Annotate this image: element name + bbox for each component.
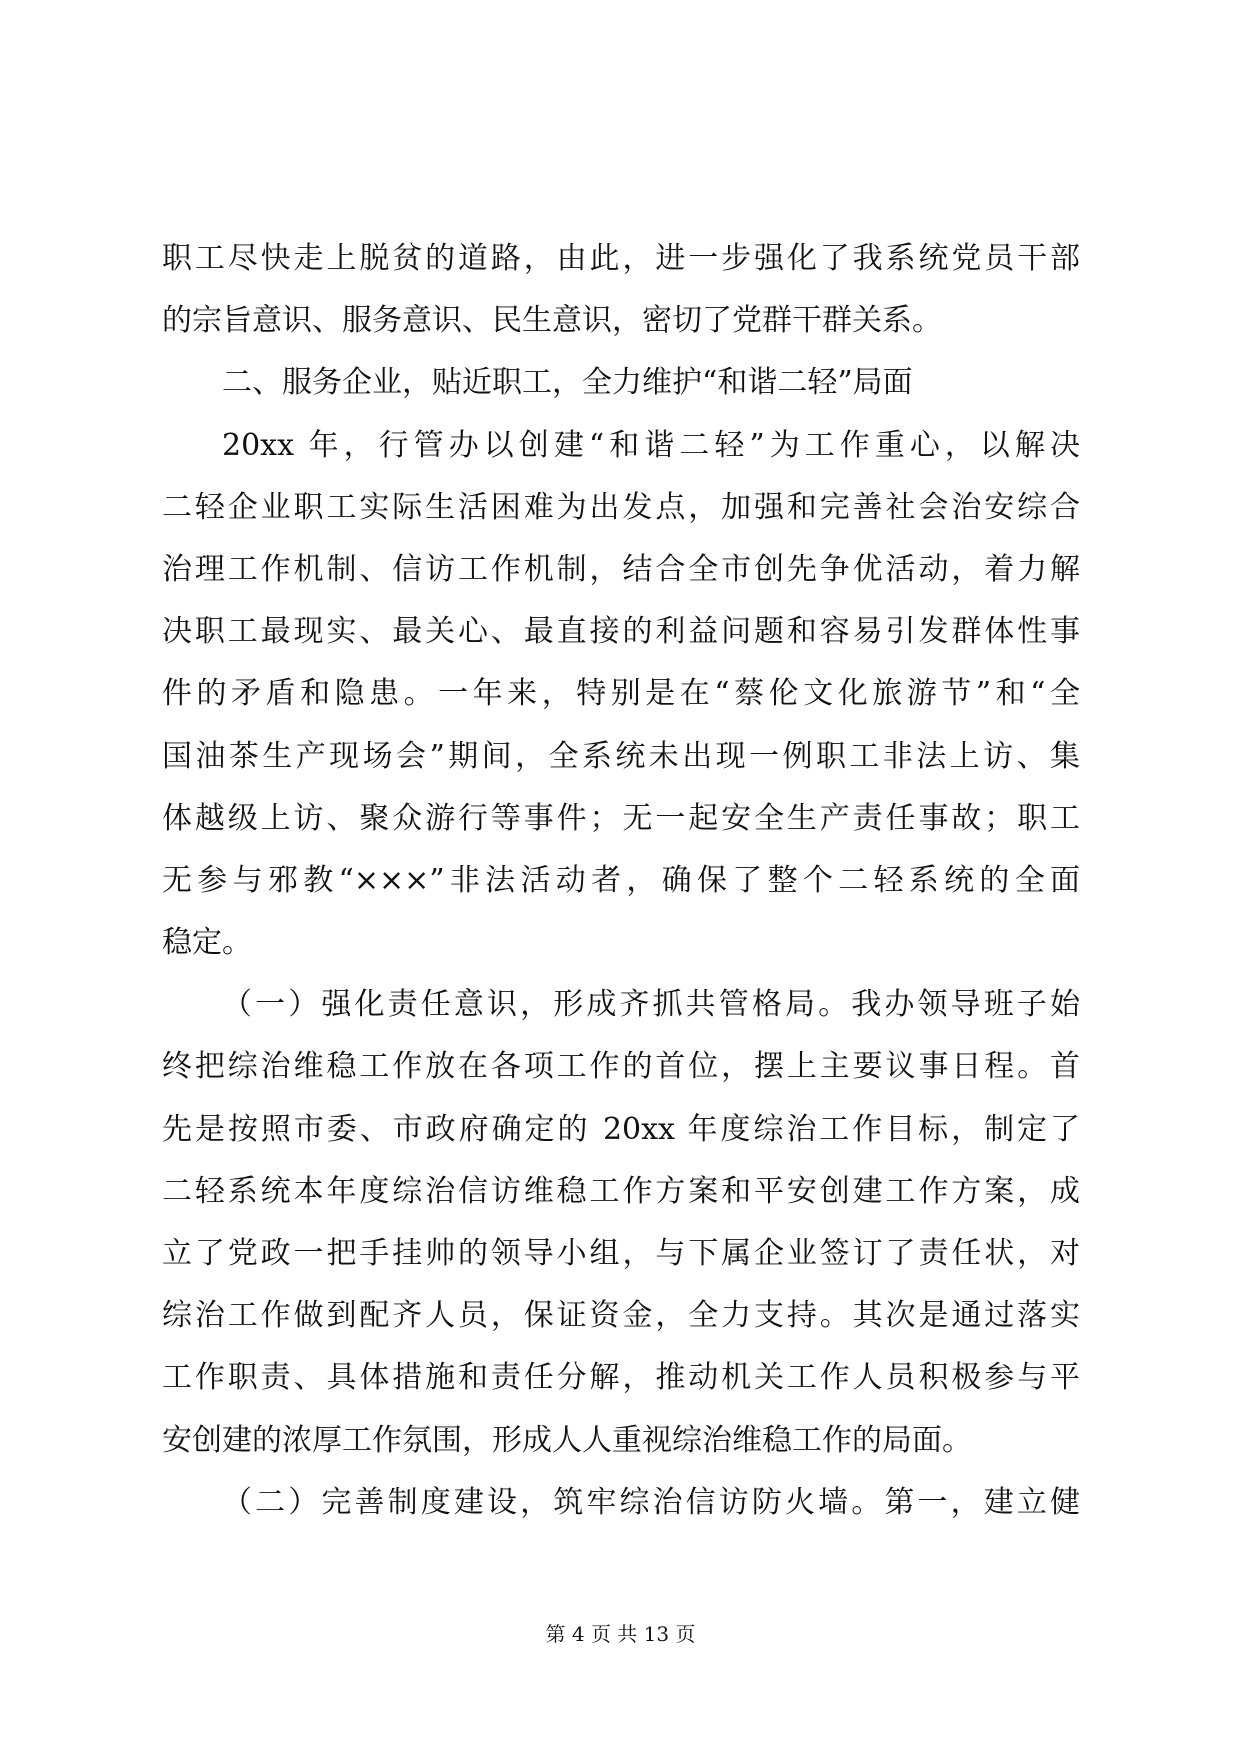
text-line: 工作职责、具体措施和责任分解，推动机关工作人员积极参与平 [162,1360,1080,1396]
text-line: 稳定。 [162,925,252,961]
text-line: 终把综治维稳工作放在各项工作的首位，摆上主要议事日程。首 [162,1049,1080,1085]
page-footer: 第 4 页 共 13 页 [545,1622,696,1646]
section-heading: 二、服务企业，贴近职工，全力维护“和谐二轻”局面 [222,365,913,401]
text-line: 体越级上访、聚众游行等事件；无一起安全生产责任事故；职工 [162,800,1080,836]
text-line: （一）强化责任意识，形成齐抓共管格局。我办领导班子始 [222,987,1080,1023]
text-line: 安创建的浓厚工作氛围，形成人人重视综治维稳工作的局面。 [162,1422,972,1458]
text-line: 的宗旨意识、服务意识、民生意识，密切了党群干群关系。 [162,303,942,339]
text-line: 职工尽快走上脱贫的道路，由此，进一步强化了我系统党员干部 [162,241,1080,276]
text-line: 先是按照市委、市政府确定的 20xx 年度综治工作目标，制定了 [162,1111,1080,1147]
text-line: 件的矛盾和隐患。一年来，特别是在“蔡伦文化旅游节”和“全 [162,676,1080,712]
text-line: 无参与邪教“×××”非法活动者，确保了整个二轻系统的全面 [162,862,1080,898]
text-line: 20xx 年，行管办以创建“和谐二轻”为工作重心，以解决 [222,427,1080,463]
text-line: 二轻系统本年度综治信访维稳工作方案和平安创建工作方案，成 [162,1173,1080,1209]
text-line: 立了党政一把手挂帅的领导小组，与下属企业签订了责任状，对 [162,1236,1080,1271]
text-line: （二）完善制度建设，筑牢综治信访防火墙。第一，建立健 [222,1484,1080,1520]
text-line: 决职工最现实、最关心、最直接的利益问题和容易引发群体性事 [162,614,1080,650]
text-line: 综治工作做到配齐人员，保证资金，全力支持。其次是通过落实 [162,1298,1080,1334]
text-line: 治理工作机制、信访工作机制，结合全市创先争优活动，着力解 [162,551,1080,587]
body-text [162,228,1080,1534]
text-line: 二轻企业职工实际生活困难为出发点，加强和完善社会治安综合 [162,489,1080,525]
text-line: 国油茶生产现场会”期间，全系统未出现一例职工非法上访、集 [162,738,1080,774]
